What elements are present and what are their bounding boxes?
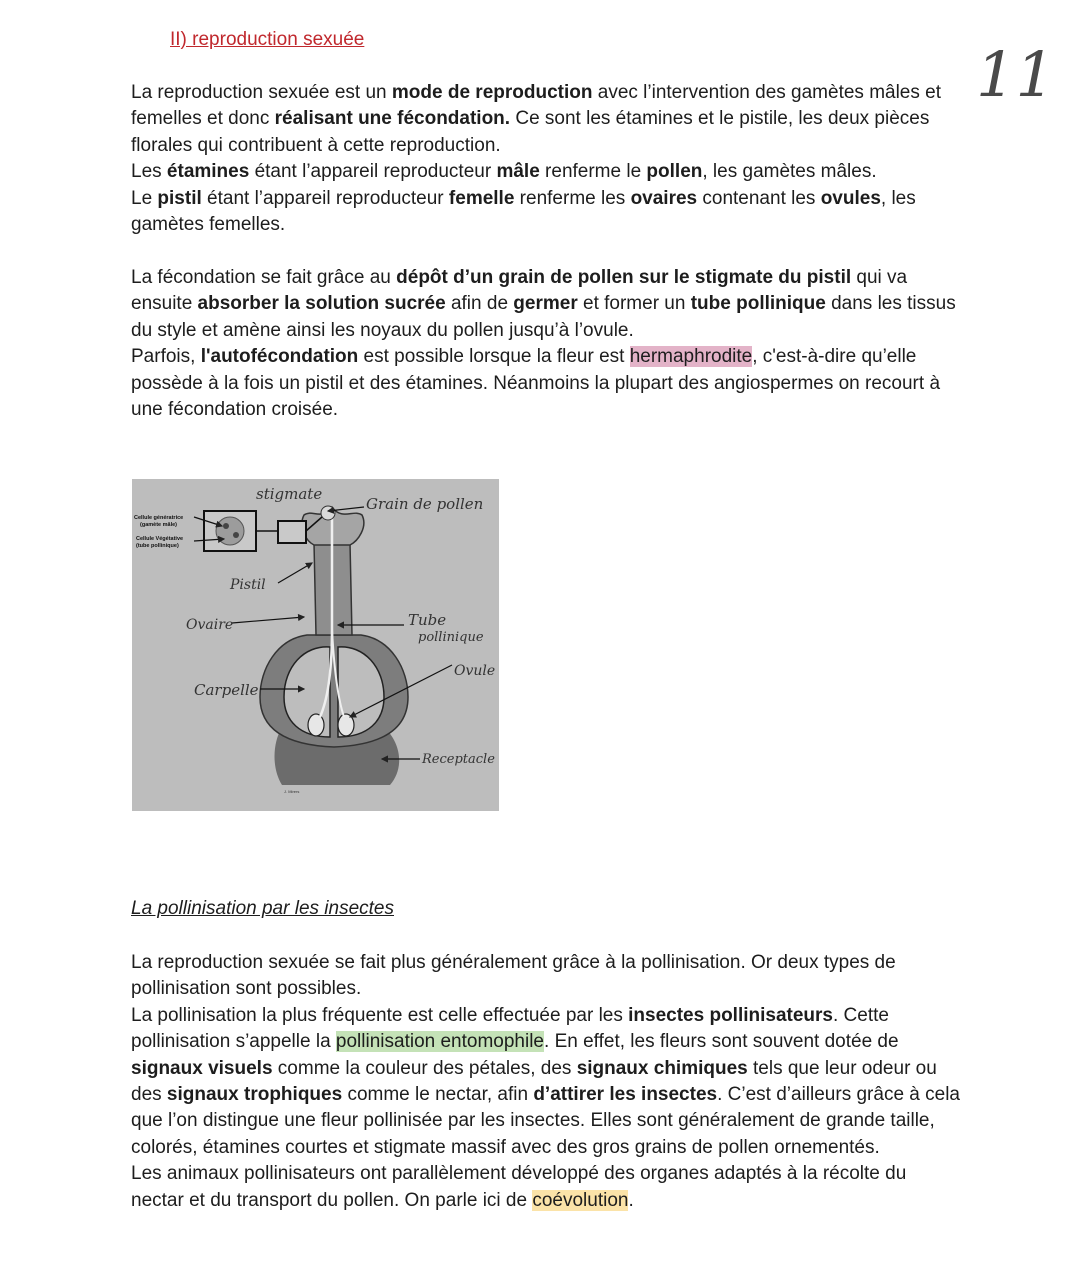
text: tels que leur odeur ou des — [131, 1057, 937, 1106]
text: renferme les — [514, 187, 631, 209]
label-carpelle: Carpelle — [194, 681, 259, 699]
bold-term: mode de reproduction — [391, 82, 593, 103]
paragraph-pollinisation — [131, 950, 961, 1214]
bold-term: pollen — [646, 161, 703, 183]
bold-term: l'autofécondation — [200, 346, 359, 368]
text: , les gamètes femelles. — [131, 187, 916, 236]
text: . C’est d’ailleurs grâce à cela que l’on distingue une fleur pollinisée par les insectes. Elles sont généralement de grande taille, colorés, étamines courtes et stigmate massif avec des gros grains de pollen ornementés. — [131, 1084, 960, 1158]
text: La fécondation se fait grâce au — [131, 267, 397, 288]
text: La reproduction sexuée se fait plus généralement grâce à la pollinisation. Or deux types de pollinisation sont possibles. — [131, 952, 896, 1000]
subsection-title: La pollinisation par les insectes — [131, 898, 394, 919]
bold-term: mâle — [496, 161, 540, 183]
text: comme la couleur des pétales, des — [272, 1057, 577, 1079]
text: Ce sont les étamines et le pistile, les deux pièces florales qui contribuent à cette reproduction. — [131, 108, 930, 156]
text: La pollinisation la plus fréquente est celle effectuée par les — [131, 1004, 629, 1026]
label-receptacle: Receptacle — [422, 752, 495, 767]
bold-term: étamines — [166, 161, 250, 183]
bold-term: signaux trophiques — [166, 1084, 343, 1106]
text: étant l’appareil reproducteur — [201, 187, 449, 209]
text: afin de — [445, 293, 514, 315]
page-number-handwritten — [972, 34, 1058, 110]
text: . Cette pollinisation s’appelle la — [131, 1004, 889, 1053]
section-title: II) reproduction sexuée — [170, 29, 365, 50]
text: . En effet, les fleurs sont souvent dotée de — [544, 1031, 899, 1053]
bold-term: tube pollinique — [690, 293, 826, 315]
bold-term: signaux chimiques — [576, 1057, 748, 1079]
bold-term: pistil — [157, 187, 202, 209]
text: et former un — [577, 293, 691, 315]
text: Les — [131, 161, 167, 183]
bold-term: absorber la solution sucrée — [197, 293, 446, 315]
text: La reproduction sexuée est un — [131, 82, 392, 103]
bold-term: signaux visuels — [131, 1057, 273, 1079]
bold-term: ovaires — [630, 187, 698, 209]
page-number-text: 11 — [976, 38, 1055, 110]
bold-term: germer — [513, 293, 578, 315]
pollen-grain — [321, 506, 335, 520]
text: Le — [131, 187, 158, 209]
text: avec l’intervention des gamètes mâles et femelles et donc — [131, 82, 941, 130]
highlight-coevolution: coévolution — [532, 1189, 629, 1211]
paragraph-fecondation — [131, 265, 961, 423]
label-ovule: Ovule — [454, 663, 496, 679]
label-cellule-gen: Cellule génératrice — [134, 515, 184, 521]
label-grain: Grain de pollen — [366, 495, 484, 513]
bold-term: ovules — [820, 187, 881, 209]
bold-term: dépôt d’un grain de pollen sur le stigmate du pistil — [396, 267, 852, 288]
bold-term: réalisant une fécondation. — [274, 108, 511, 130]
label-pistil: Pistil — [230, 577, 266, 593]
text: . — [628, 1189, 634, 1211]
ovule-right — [338, 714, 354, 736]
text: comme le nectar, afin — [342, 1084, 534, 1106]
text: , les gamètes mâles. — [702, 161, 877, 183]
flower-diagram — [132, 479, 499, 811]
text: Parfois, — [131, 346, 201, 368]
inset-pollen-small — [278, 521, 306, 543]
text: , c'est-à-dire qu’elle possède à la fois un pistil et des étamines. Néanmoins la plupart des angiospermes on recourt à une fécondation croisée. — [131, 346, 941, 421]
label-stigmate: stigmate — [256, 485, 323, 503]
text: renferme le — [539, 161, 647, 183]
text: dans les tissus du style et amène ainsi les noyaux du pollen jusqu’à l’ovule. — [131, 293, 956, 341]
diagram-signature: J. Mirers — [284, 789, 300, 794]
bold-term: insectes pollinisateurs — [628, 1004, 833, 1026]
label-tube: Tube — [408, 611, 447, 629]
text: contenant les — [697, 187, 821, 209]
highlight-hermaphrodite: hermaphrodite — [629, 346, 753, 368]
label-cellule-veg: Cellule Végétative — [136, 536, 184, 542]
highlight-entomophile: pollinisation entomophile — [335, 1031, 545, 1053]
label-ovaire: Ovaire — [186, 617, 234, 633]
label-pollinique: pollinique — [418, 630, 484, 645]
text: étant l’appareil reproducteur — [249, 161, 497, 183]
bold-term: femelle — [448, 187, 515, 209]
text: est possible lorsque la fleur est — [358, 346, 630, 368]
label-gamete-male: (gamète mâle) — [140, 522, 177, 528]
text: qui va ensuite — [131, 267, 908, 315]
paragraph-sexual-reproduction — [131, 80, 961, 238]
ovule-left — [308, 714, 324, 736]
bold-term: d’attirer les insectes — [533, 1084, 718, 1106]
text: Les animaux pollinisateurs ont parallèlement développé des organes adaptés à la récolte du nectar et du transport du pollen. On parle ici de — [131, 1163, 907, 1211]
label-tube-small: (tube pollinique) — [136, 543, 179, 549]
